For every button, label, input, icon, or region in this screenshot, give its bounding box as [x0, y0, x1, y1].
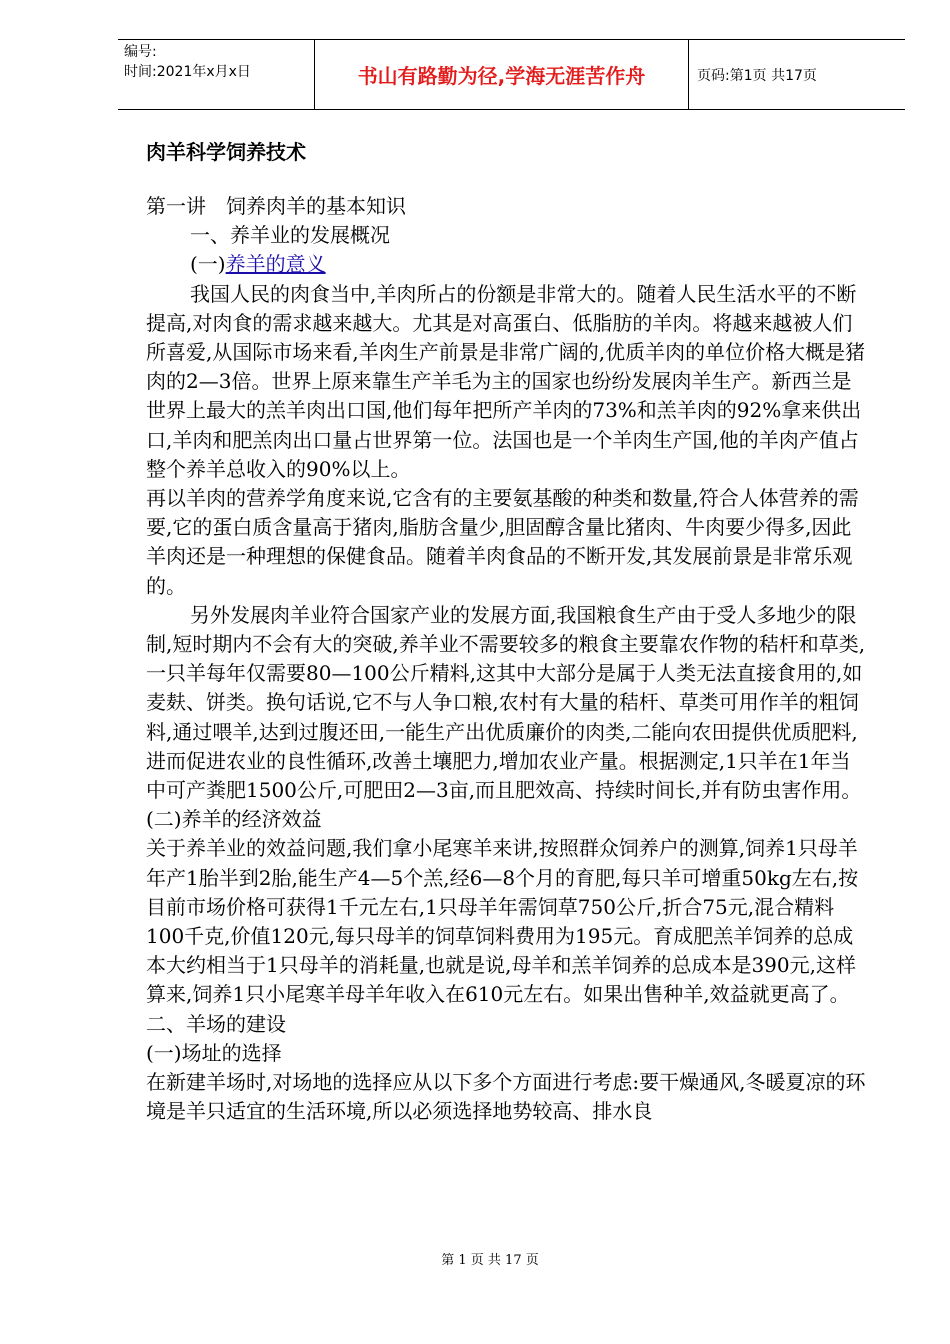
section-heading-1: 一、养羊业的发展概况 — [190, 223, 390, 248]
number-label: 编号: — [124, 44, 157, 60]
paragraph-3: 另外发展肉羊业符合国家产业的发展方面,我国粮食生产由于受人多地少的限制,短时期内不会有大的突破,养羊业不需要较多的粮食主要靠农作物的秸杆和草类,一只羊每年仅需要80—100公斤精料,这其中大部分是属于人类无法直接食用的,如麦麸、饼类。换句话说,它不与人争口粮,农村有大量的秸杆、草类可用作羊的粗饲料,通过喂羊,达到过腹还田,一能生产出优质廉价的肉类,二能向农田提供优质肥料,进而促进农业的良性循环,改善土壤肥力,增加农业产量。根据测定,1只羊在1年当中可产粪肥1500公斤,可肥田2—3亩,而且肥效高、持续时间长,并有防虫害作用。 — [146, 602, 866, 803]
header-meta — [118, 40, 315, 109]
section-heading-2: 二、羊场的建设 — [146, 1011, 286, 1036]
paragraph-5: 在新建羊场时,对场地的选择应从以下多个方面进行考虑:要干燥通风,冬暖夏凉的环境是羊只适宜的生活环境,所以必须选择地势较高、排水良 — [146, 1070, 866, 1124]
document-body — [146, 192, 866, 1127]
page-footer: 第 1 页 共 17 页 — [441, 1253, 539, 1268]
subsection-prefix: (一) — [190, 252, 226, 277]
subsection-heading-2: (二)养羊的经济效益 — [146, 807, 322, 832]
lecture-heading: 第一讲 饲养肉羊的基本知识 — [146, 194, 406, 218]
paragraph-2: 再以羊肉的营养学角度来说,它含有的主要氨基酸的种类和数量,符合人体营养的需要,它的蛋白质含量高于猪肉,脂肪含量少,胆固醇含量比猪肉、牛肉要少得多,因此羊肉还是一种理想的保健食品。随着羊肉食品的不断开发,其发展前景是非常乐观的。 — [146, 486, 859, 598]
subsection-heading-1 — [146, 250, 866, 279]
paragraph-1: 我国人民的肉食当中,羊肉所占的份额是非常大的。随着人民生活水平的不断提高,对肉食的需求越来越大。尤其是对高蛋白、低脂肪的羊肉。将越来越被人们所喜爱,从国际市场来看,羊肉生产前景是非常广阔的,优质羊肉的单位价格大概是猪肉的2—3倍。世界上原来靠生产羊毛为主的国家也纷纷发展肉羊生产。新西兰是世界上最大的羔羊肉出口国,他们每年把所产羊肉的73%和羔羊肉的92%拿来供出口,羊肉和肥羔肉出口量占世界第一位。法国也是一个羊肉生产国,他的羊肉产值占整个养羊总收入的90%以上。 — [146, 281, 866, 481]
significance-link[interactable]: 养羊的意义 — [225, 252, 326, 277]
subsection-heading-3: (一)场址的选择 — [146, 1040, 282, 1065]
paragraph-4: 关于养羊业的效益问题,我们拿小尾寒羊来讲,按照群众饲养户的测算,饲养1只母羊年产1胎半到2胎,能生产4—5个羔,经6—8个月的育肥,每只羊可增重50kg左右,按目前市场价格可获得1千元左右,1只母羊年需饲草750公斤,折合75元,混合精料100千克,价值120元,每只母羊的饲草饲料费用为195元。育成肥羔羊饲养的总成本大约相当于1只母羊的消耗量,也就是说,母羊和羔羊饲养的总成本是390元,这样算来,饲养1只小尾寒羊母羊年收入在610元左右。如果出售种羊,效益就更高了。 — [146, 836, 859, 1007]
page-header — [118, 39, 905, 110]
header-motto: 书山有路勤为径,学海无涯苦作舟 — [315, 40, 689, 109]
header-page-info: 页码:第1页 共17页 — [697, 67, 817, 84]
document-title: 肉羊科学饲养技术 — [146, 140, 306, 164]
time-label: 时间:2021年x月x日 — [124, 64, 251, 80]
